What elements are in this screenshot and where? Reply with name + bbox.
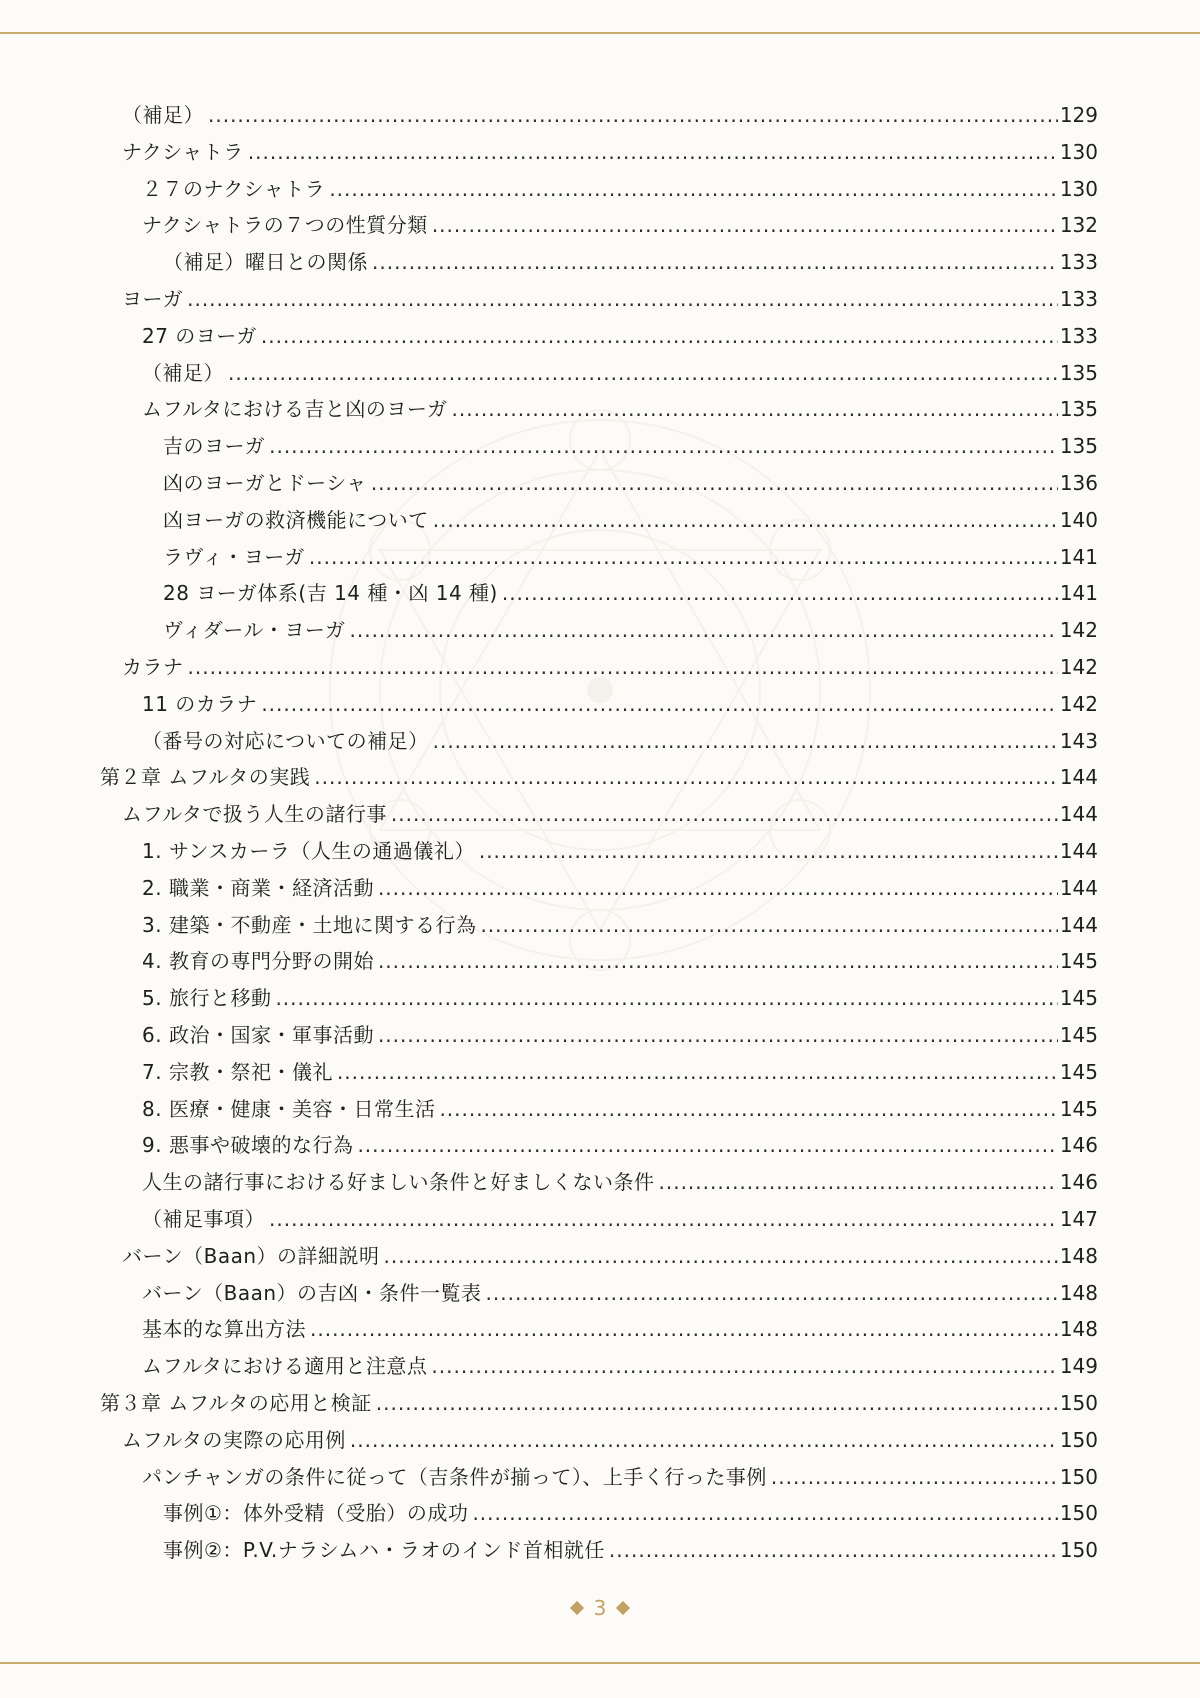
toc-entry[interactable] (142, 174, 1098, 204)
toc-leader-dots (188, 652, 1058, 682)
toc-entry-title: 3. 建築・不動産・土地に関する行為 (142, 912, 477, 937)
toc-leader-dots (432, 210, 1058, 240)
toc-leader-dots (261, 689, 1058, 719)
toc-leader-dots (479, 836, 1058, 866)
toc-entry[interactable] (142, 321, 1098, 351)
toc-entry-page: 146 (1059, 1133, 1098, 1158)
toc-leader-dots (502, 578, 1058, 608)
toc-entry[interactable] (142, 1020, 1098, 1050)
toc-entry-title: （補足） (142, 360, 224, 385)
toc-entry-page: 130 (1059, 139, 1098, 164)
toc-entry-title: 2. 職業・商業・経済活動 (142, 875, 374, 900)
toc-entry-title: バーン（Baan）の詳細説明 (122, 1243, 380, 1268)
toc-entry-title: 人生の諸行事における好ましい条件と好ましくない条件 (142, 1170, 655, 1195)
toc-entry-page: 133 (1059, 287, 1098, 311)
toc-entry-title: 5. 旅行と移動 (142, 986, 272, 1011)
toc-entry-title: 27 のヨーガ (142, 323, 257, 348)
toc-entry[interactable] (142, 210, 1098, 240)
toc-entry-page: 150 (1059, 1427, 1098, 1452)
toc-entry[interactable] (142, 689, 1098, 719)
toc-entry-page: 144 (1059, 839, 1098, 863)
toc-entry[interactable] (142, 873, 1098, 903)
toc-leader-dots (208, 100, 1058, 130)
toc-entry-title: 基本的な算出方法 (142, 1317, 306, 1342)
toc-entry[interactable] (122, 137, 1098, 167)
toc-entry[interactable] (142, 946, 1098, 976)
toc-entry[interactable] (142, 1094, 1098, 1124)
toc-entry-page: 148 (1059, 1243, 1098, 1268)
toc-entry[interactable] (122, 799, 1098, 829)
page-number: 3 (593, 1596, 607, 1620)
toc-leader-dots (384, 1241, 1058, 1271)
toc-entry-page: 145 (1059, 1059, 1098, 1084)
toc-entry-page: 148 (1059, 1317, 1098, 1342)
toc-entry-title: 4. 教育の専門分野の開始 (142, 949, 374, 974)
toc-entry[interactable] (122, 652, 1098, 682)
diamond-right-icon (616, 1601, 630, 1615)
toc-entry-title: 28 ヨーガ体系(吉 14 種・凶 14 種) (163, 581, 498, 606)
toc-leader-dots (452, 394, 1058, 424)
toc-entry-page: 150 (1059, 1464, 1098, 1489)
top-rule (0, 32, 1200, 34)
toc-leader-dots (329, 174, 1058, 204)
toc-entry-title: ２７のナクシャトラ (142, 176, 326, 201)
toc-leader-dots (310, 1314, 1058, 1344)
toc-leader-dots (275, 983, 1057, 1013)
toc-entry-title: ムフルタにおける適用と注意点 (142, 1354, 428, 1379)
toc-entry-title: 8. 医療・健康・美容・日常生活 (142, 1096, 436, 1121)
toc-entry[interactable] (142, 1057, 1098, 1087)
toc-entry-page: 150 (1059, 1538, 1098, 1563)
toc-entry[interactable] (163, 615, 1098, 645)
toc-entry[interactable] (163, 505, 1098, 535)
toc-leader-dots (350, 615, 1058, 645)
toc-entry-page: 148 (1059, 1280, 1098, 1305)
toc-entry-title: 7. 宗教・祭祀・儀礼 (142, 1059, 333, 1084)
toc-entry[interactable] (122, 284, 1098, 314)
toc-entry-page: 144 (1059, 875, 1098, 900)
toc-entry-title: 事例①：体外受精（受胎）の成功 (163, 1501, 469, 1526)
toc-entry[interactable] (142, 358, 1098, 388)
toc-entry[interactable] (163, 247, 1098, 277)
toc-entry-page: 142 (1059, 691, 1098, 716)
toc-leader-dots (350, 1425, 1058, 1455)
toc-entry[interactable] (163, 578, 1098, 608)
toc-entry-page: 143 (1059, 728, 1098, 753)
toc-entry-page: 140 (1059, 507, 1098, 532)
toc-entry[interactable] (122, 100, 1098, 130)
toc-entry[interactable] (122, 1241, 1098, 1271)
toc-leader-dots (472, 1498, 1057, 1528)
toc-entry-title: ナクシャトラ (122, 139, 244, 164)
toc-entry[interactable] (142, 1351, 1098, 1381)
toc-entry[interactable] (142, 1462, 1098, 1492)
toc-entry[interactable] (163, 1498, 1098, 1528)
toc-entry-page: 141 (1059, 581, 1098, 606)
toc-entry[interactable] (142, 910, 1098, 940)
toc-leader-dots (439, 1094, 1057, 1124)
toc-entry-title: 事例②：P.V.ナラシムハ・ラオのインド首相就任 (163, 1538, 605, 1563)
toc-entry[interactable] (142, 836, 1098, 866)
toc-leader-dots (248, 137, 1058, 167)
toc-entry-page: 144 (1059, 912, 1098, 937)
toc-leader-dots (309, 542, 1058, 572)
toc-entry[interactable] (142, 1204, 1098, 1234)
toc-entry-page: 136 (1059, 471, 1098, 495)
toc-leader-dots (337, 1057, 1058, 1087)
toc-entry[interactable] (163, 1535, 1098, 1565)
toc-entry[interactable] (142, 1314, 1098, 1344)
toc-entry-title: ムフルタにおける吉と凶のヨーガ (142, 397, 448, 422)
toc-entry-page: 135 (1059, 360, 1098, 385)
toc-entry-page: 133 (1059, 250, 1098, 275)
toc-leader-dots (431, 1351, 1057, 1381)
toc-leader-dots (187, 284, 1058, 314)
toc-entry[interactable] (163, 468, 1098, 498)
toc-leader-dots (659, 1167, 1058, 1197)
toc-entry-title: 1. サンスカーラ（人生の通過儀礼） (142, 839, 475, 863)
toc-entry-page: 145 (1059, 949, 1098, 974)
toc-entry-page: 145 (1059, 1023, 1098, 1047)
toc-leader-dots (228, 358, 1058, 388)
toc-entry-title: 第２章 ムフルタの実践 (100, 765, 311, 790)
toc-entry[interactable] (100, 1388, 1098, 1418)
toc-entry[interactable] (100, 762, 1098, 792)
toc-entry-page: 142 (1059, 655, 1098, 679)
toc-leader-dots (378, 946, 1058, 976)
toc-entry[interactable] (163, 431, 1098, 461)
toc-entry-page: 135 (1059, 397, 1098, 422)
toc-entry-page: 141 (1059, 544, 1098, 569)
toc-entry-title: 凶ヨーガの救済機能について (163, 507, 429, 532)
toc-entry-page: 129 (1059, 103, 1098, 127)
toc-entry[interactable] (142, 1278, 1098, 1308)
toc-entry-page: 147 (1059, 1207, 1098, 1231)
toc-entry-title: （補足事項） (142, 1207, 265, 1231)
toc-entry-page: 144 (1059, 765, 1098, 790)
toc-entry-page: 135 (1059, 434, 1098, 459)
toc-leader-dots (372, 247, 1058, 277)
toc-leader-dots (376, 1388, 1058, 1418)
toc-leader-dots (480, 910, 1057, 940)
page-footer (0, 1596, 1200, 1620)
toc-leader-dots (261, 321, 1058, 351)
toc-leader-dots (378, 1020, 1058, 1050)
toc-entry-title: ヴィダール・ヨーガ (163, 618, 346, 643)
toc-entry-title: ヨーガ (122, 287, 184, 311)
toc-entry-title: 第３章 ムフルタの応用と検証 (100, 1391, 372, 1415)
toc-leader-dots (371, 468, 1058, 498)
toc-leader-dots (378, 873, 1058, 903)
toc-entry-page: 144 (1059, 802, 1098, 827)
toc-entry-title: 11 のカラナ (142, 691, 258, 716)
toc-entry-title: 吉のヨーガ (163, 434, 266, 459)
toc-entry-page: 150 (1059, 1501, 1098, 1526)
toc-entry-title: カラナ (122, 655, 184, 679)
toc-leader-dots (433, 505, 1058, 535)
toc-entry-page: 132 (1059, 213, 1098, 238)
toc-entry[interactable] (163, 542, 1098, 572)
toc-leader-dots (609, 1535, 1058, 1565)
toc-entry[interactable] (142, 1130, 1098, 1160)
toc-leader-dots (269, 1204, 1058, 1234)
toc-entry[interactable] (142, 983, 1098, 1013)
toc-entry-title: パンチャンガの条件に従って（吉条件が揃って）、上手く行った事例 (142, 1464, 767, 1489)
toc-entry-title: バーン（Baan）の吉凶・条件一覧表 (142, 1280, 482, 1305)
toc-entry-title: ムフルタの実際の応用例 (122, 1427, 346, 1452)
toc-entry-page: 145 (1059, 986, 1098, 1011)
toc-entry-title: 凶のヨーガとドーシャ (163, 471, 367, 495)
toc-leader-dots (433, 726, 1058, 756)
toc-leader-dots (357, 1130, 1057, 1160)
toc-entry-title: ラヴィ・ヨーガ (163, 544, 305, 569)
toc-entry-title: 9. 悪事や破壊的な行為 (142, 1133, 354, 1158)
toc-entry-page: 142 (1059, 618, 1098, 643)
toc-entry[interactable] (142, 1167, 1098, 1197)
toc-entry-title: （補足） (122, 103, 204, 127)
toc-leader-dots (486, 1278, 1058, 1308)
bottom-rule (0, 1662, 1200, 1664)
toc-entry-page: 130 (1059, 176, 1098, 201)
toc-entry-title: 6. 政治・国家・軍事活動 (142, 1023, 374, 1047)
toc-entry-page: 146 (1059, 1170, 1098, 1195)
toc-entry-page: 149 (1059, 1354, 1098, 1379)
toc-leader-dots (314, 762, 1058, 792)
toc-entry-title: （番号の対応についての補足） (142, 728, 429, 753)
toc-leader-dots (771, 1462, 1058, 1492)
toc-entry-title: （補足）曜日との関係 (163, 250, 368, 275)
toc-entry[interactable] (122, 1425, 1098, 1455)
toc-leader-dots (269, 431, 1058, 461)
toc-entry-page: 145 (1059, 1096, 1098, 1121)
diamond-left-icon (570, 1601, 584, 1615)
toc-leader-dots (391, 799, 1058, 829)
toc-entry[interactable] (142, 394, 1098, 424)
toc-entry-title: ムフルタで扱う人生の諸行事 (122, 802, 387, 827)
toc-entry[interactable] (142, 726, 1098, 756)
toc-entry-title: ナクシャトラの７つの性質分類 (142, 213, 428, 238)
toc-entry-page: 133 (1059, 323, 1098, 348)
toc-entry-page: 150 (1059, 1391, 1098, 1415)
